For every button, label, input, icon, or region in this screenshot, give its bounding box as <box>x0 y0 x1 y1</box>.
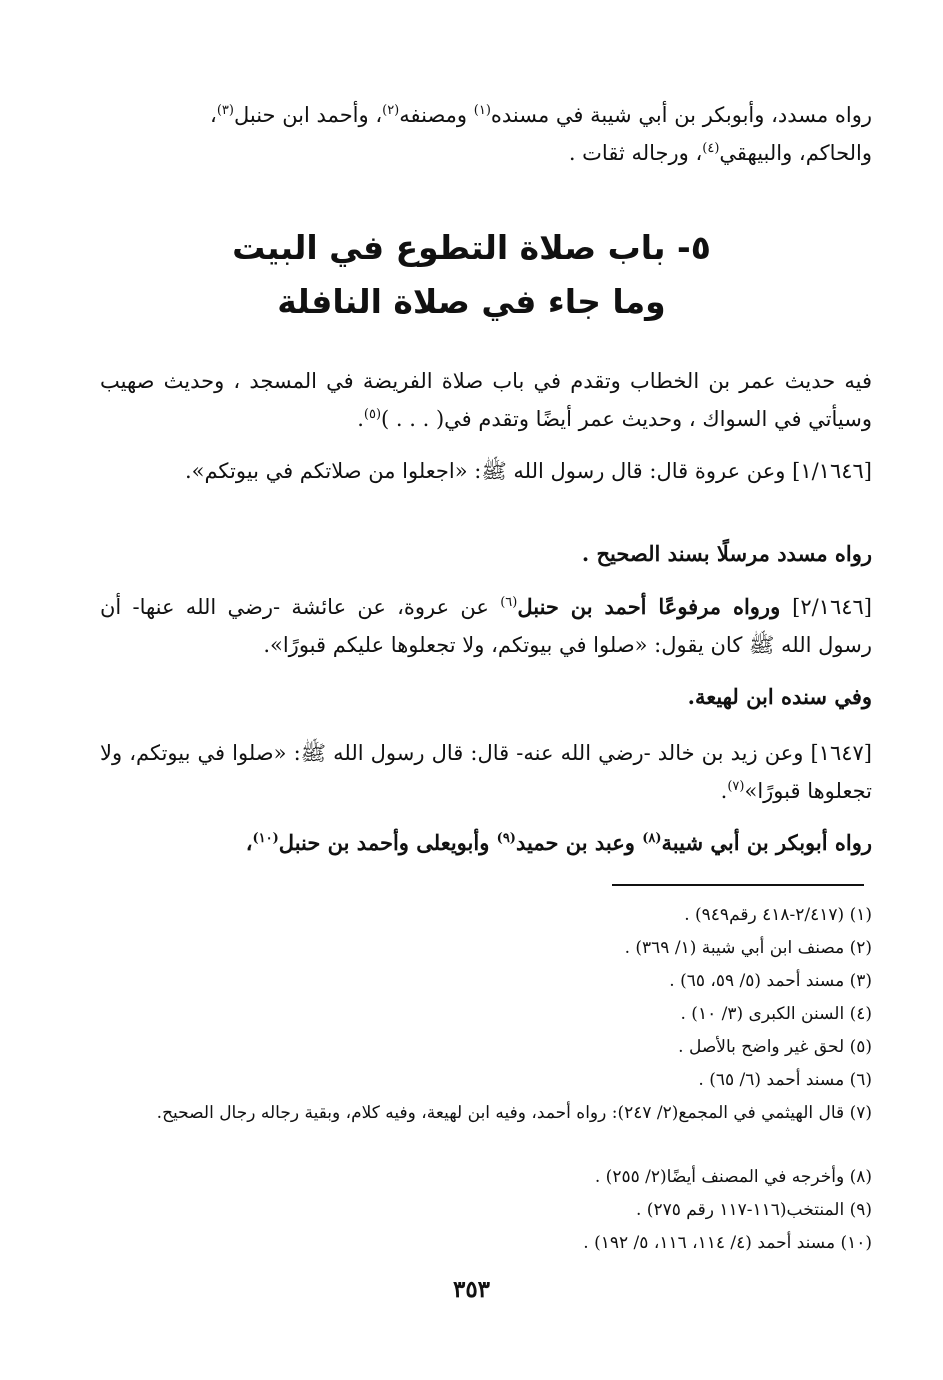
chapter-heading-line2: وما جاء في صلاة النافلة <box>277 282 666 321</box>
hadith-1: [١/١٦٤٦] وعن عروة قال: قال رسول الله ﷺ: «اجعلوا من صلاتكم في بيوتكم». <box>184 459 872 483</box>
footnote-ref-3[interactable]: (٣) <box>216 103 234 118</box>
footnote-ref-2[interactable]: (٢) <box>382 103 400 118</box>
intro-paragraph: فيه حديث عمر بن الخطاب وتقدم في باب صلاة الفريضة في المسجد ، وحديث صهيب وسيأتي في السواك ، وحديث عمر أيضًا وتقدم في( . . . )$^{(٥)}$. <box>100 369 872 431</box>
footnote-7: (٧) قال الهيثمي في المجمع(٢/ ٢٤٧): رواه أحمد، وفيه ابن لهيعة، وفيه كلام، وبقية رجاله رجال الصحيح. <box>156 1103 872 1123</box>
top-paragraph-line1: رواه مسدد، وأبوبكر بن أبي شيبة في مسنده$^{(١)}$ ومصنفه$^{(٢)}$، وأحمد ابن حنبل$^{(٣)}$، <box>210 103 872 127</box>
hadith-3: [١٦٤٧] وعن زيد بن خالد -رضي الله عنه- قال: قال رسول الله ﷺ: «صلوا في بيوتكم، ولا تجعلوها قبورًا»$^{(٧)}$. <box>100 741 872 803</box>
hadith-1-note: رواه مسدد مرسلًا بسند الصحيح . <box>581 541 872 566</box>
top-paragraph <box>100 96 872 172</box>
footnote-10: (١٠) مسند أحمد (٤/ ١١٤، ١١٦، ٥/ ١٩٢) . <box>583 1233 872 1253</box>
footnote-ref-6[interactable]: (٦) <box>500 595 518 610</box>
footnote-ref-7[interactable]: (٧) <box>727 779 745 794</box>
footnote-9: (٩) المنتخب(١١٦-١١٧ رقم ٢٧٥) . <box>636 1200 872 1220</box>
footnote-separator <box>612 884 864 886</box>
footnote-ref-9[interactable]: (٩) <box>496 831 516 846</box>
footnote-2: (٢) مصنف ابن أبي شيبة (١/ ٣٦٩) . <box>624 938 872 958</box>
footnote-ref-1[interactable]: (١) <box>473 103 491 118</box>
hadith-2: [٢/١٦٤٦] ورواه مرفوعًا أحمد بن حنبل$^{(٦)}$ عن عروة، عن عائشة -رضي الله عنها- أن رسول الله ﷺ كان يقول: «صلوا في بيوتكم، ولا تجعلوها عليكم قبورًا». <box>100 594 872 657</box>
chapter-heading-line1: ٥- باب صلاة التطوع في البيت <box>232 228 711 267</box>
footnote-ref-5[interactable]: (٥) <box>363 407 382 422</box>
footnote-ref-4[interactable]: (٤) <box>702 141 720 156</box>
hadith-3-note: رواه أبوبكر بن أبي شيبة$^{(٨)}$ وعبد بن حميد$^{(٩)}$ وأبويعلى وأحمد بن حنبل$^{(١٠)}$، <box>245 830 872 855</box>
footnote-4: (٤) السنن الكبرى (٣/ ١٠) . <box>680 1004 872 1024</box>
page-number: ٣٥٣ <box>452 1276 491 1303</box>
footnote-5: (٥) لحق غير واضح بالأصل . <box>678 1037 872 1057</box>
footnote-1: (١) (٢/٤١٧-٤١٨ رقم٩٤٩) . <box>684 905 872 925</box>
hadith-2-note: وفي سنده ابن لهيعة. <box>687 684 872 709</box>
footnote-6: (٦) مسند أحمد (٦/ ٦٥) . <box>698 1070 872 1090</box>
footnote-3: (٣) مسند أحمد (٥/ ٥٩، ٦٥) . <box>669 971 872 991</box>
footnote-8: (٨) وأخرجه في المصنف أيضًا(٢/ ٢٥٥) . <box>594 1167 872 1187</box>
top-paragraph-line2: والحاكم، والبيهقي$^{(٤)}$، ورجاله ثقات . <box>568 141 872 165</box>
footnote-ref-8[interactable]: (٨) <box>642 831 662 846</box>
footnote-ref-10[interactable]: (١٠) <box>252 831 279 846</box>
